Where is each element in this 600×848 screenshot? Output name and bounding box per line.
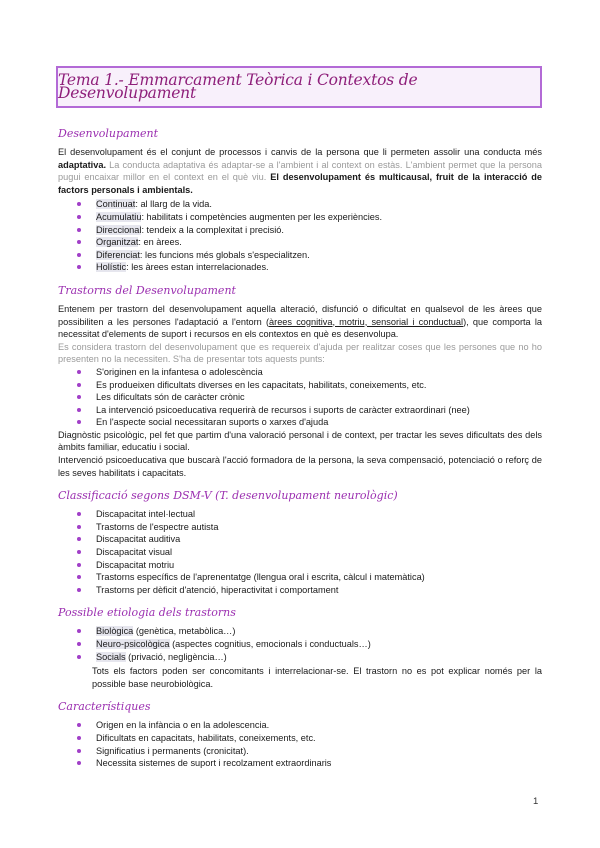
term: Organitzat	[96, 237, 139, 248]
term: Diferenciat	[96, 249, 140, 260]
list-item	[96, 261, 542, 274]
text-span: : les àrees estan interrelacionades.	[126, 262, 269, 273]
bullet-list	[58, 366, 542, 429]
text-span: : habilitats i competències augmenten per les experiències.	[141, 211, 382, 222]
text-span: (privació, negligència…)	[125, 651, 227, 662]
bullet-list	[58, 508, 542, 596]
bullet-list	[58, 198, 542, 274]
content	[58, 127, 542, 770]
text-span: ), que comporta la necessitat d'elements de suport i recursos en els contextos en què es desenvolupa.	[58, 316, 542, 340]
page-number: 1	[533, 796, 539, 807]
list-item	[96, 249, 542, 262]
text-span: La conducta adaptativa és adaptar-se a l'ambient i al context on estàs. L'ambient permet que la persona pugui encaixar millor en el context en el què viu.	[58, 159, 542, 183]
list-item: Discapacitat visual	[96, 546, 542, 559]
list-item: Necessita sistemes de suport i recolzament extraordinaris	[96, 757, 542, 770]
term: Biològica	[96, 626, 134, 637]
text-span: : en àrees.	[138, 237, 182, 248]
text-span: (genètica, metabòlica…)	[133, 626, 236, 637]
list-item	[96, 651, 542, 664]
section-heading-trastorns: Trastorns del Desenvolupament	[58, 283, 236, 297]
text-span: àrees cognitiva, motriu, sensorial i conductual	[269, 316, 464, 327]
text-span: El desenvolupament és el conjunt de processos i canvis de la persona que li permeten assolir una conducta més	[58, 147, 542, 157]
list-item: Es produeixen dificultats diverses en les capacitats, habilitats, coneixements, etc.	[96, 379, 542, 392]
page-title: Tema 1.- Emmarcament Teòrica i Contextos de Desenvolupament	[58, 71, 418, 102]
title-box	[56, 66, 542, 108]
list-item	[96, 198, 542, 211]
paragraph	[58, 146, 542, 196]
list-item	[96, 224, 542, 237]
text-span: El desenvolupament és multicausal, fruit de la interacció de factors personals i ambientals.	[58, 172, 542, 195]
term: Continuat	[96, 199, 136, 210]
section-heading-desenvolupament: Desenvolupament	[58, 127, 159, 140]
list-item: La intervenció psicoeducativa requerirà de recursos i suports de caràcter extraordinari (nee)	[96, 404, 542, 417]
text-span: : al llarg de la vida.	[135, 199, 212, 210]
list-item: Les dificultats són de caràcter crònic	[96, 391, 542, 404]
bullet-list	[58, 719, 542, 769]
text-span: adaptativa.	[58, 159, 106, 170]
term: Neuro-psicològica	[96, 639, 170, 649]
list-item	[96, 625, 542, 638]
paragraph	[58, 303, 542, 341]
section-heading-etiologia: Possible etiologia dels trastorns	[58, 606, 236, 620]
list-item: Discapacitat motriu	[96, 559, 542, 572]
paragraph: Intervenció psicoeducativa que buscarà l'acció formadora de la persona, la seva compensació, potenciació o reforç de les seves habilitats i capacitats.	[58, 455, 542, 478]
list-item: Trastorns específics de l'aprenentatge (llengua oral i escrita, càlcul i matemàtica)	[96, 571, 542, 584]
list-item: Discapacitat auditiva	[96, 533, 542, 546]
list-item	[96, 638, 542, 651]
text-span: Entenem per trastorn del desenvolupament aquella alteració, disfunció o dificultat en qualsevol de les àrees que possibiliten a les persones l'adaptació a l'entorn (	[58, 303, 542, 327]
term: Holístic	[96, 262, 127, 273]
list-item: Dificultats en capacitats, habilitats, coneixements, etc.	[96, 732, 542, 745]
text-span: : les funcions més globals s'especialitzen.	[139, 249, 310, 260]
section-heading-classificacio: Classificació segons DSM-V (T. desenvolupament neurològic)	[58, 489, 398, 503]
list-item: Discapacitat intel·lectual	[96, 508, 542, 521]
term: Socials	[96, 651, 126, 662]
paragraph: Tots els factors poden ser concomitants i interrelacionar-se. El trastorn no es pot explicar només per la possible base neurobiològica.	[92, 666, 542, 689]
term: Acumulatiu	[96, 211, 142, 222]
text-span: : tendeix a la complexitat i precisió.	[141, 224, 284, 235]
list-item	[96, 211, 542, 224]
list-item: S'originen en la infantesa o adolescència	[96, 366, 542, 379]
bullet-list	[58, 625, 542, 663]
paragraph: Es considera trastorn del desenvolupament que es requereix d'ajuda per realitzar coses que les persones que no ho presenten no la necessiten. S'ha de presentar tots aquests punts:	[58, 341, 542, 365]
term: Direccional	[96, 224, 142, 235]
list-item: Origen en la infància o en la adolescencia.	[96, 719, 542, 732]
list-item: En l'aspecte social necessitaran suports o xarxes d'ajuda	[96, 416, 542, 429]
list-item: Significatius i permanents (cronicitat).	[96, 745, 542, 758]
list-item	[96, 236, 542, 249]
section-heading-caracteristiques: Característiques	[58, 700, 151, 714]
list-item: Trastorns de l'espectre autista	[96, 521, 542, 534]
text-span: (aspectes cognitius, emocionals i conductuals…)	[169, 639, 371, 649]
list-item: Trastorns per dèficit d'atenció, hiperactivitat i comportament	[96, 584, 542, 597]
paragraph: Diagnòstic psicològic, pel fet que partim d'una valoració personal i de context, per tractar les seves dificultats des dels àmbits familiar, educatiu i social.	[58, 429, 542, 453]
